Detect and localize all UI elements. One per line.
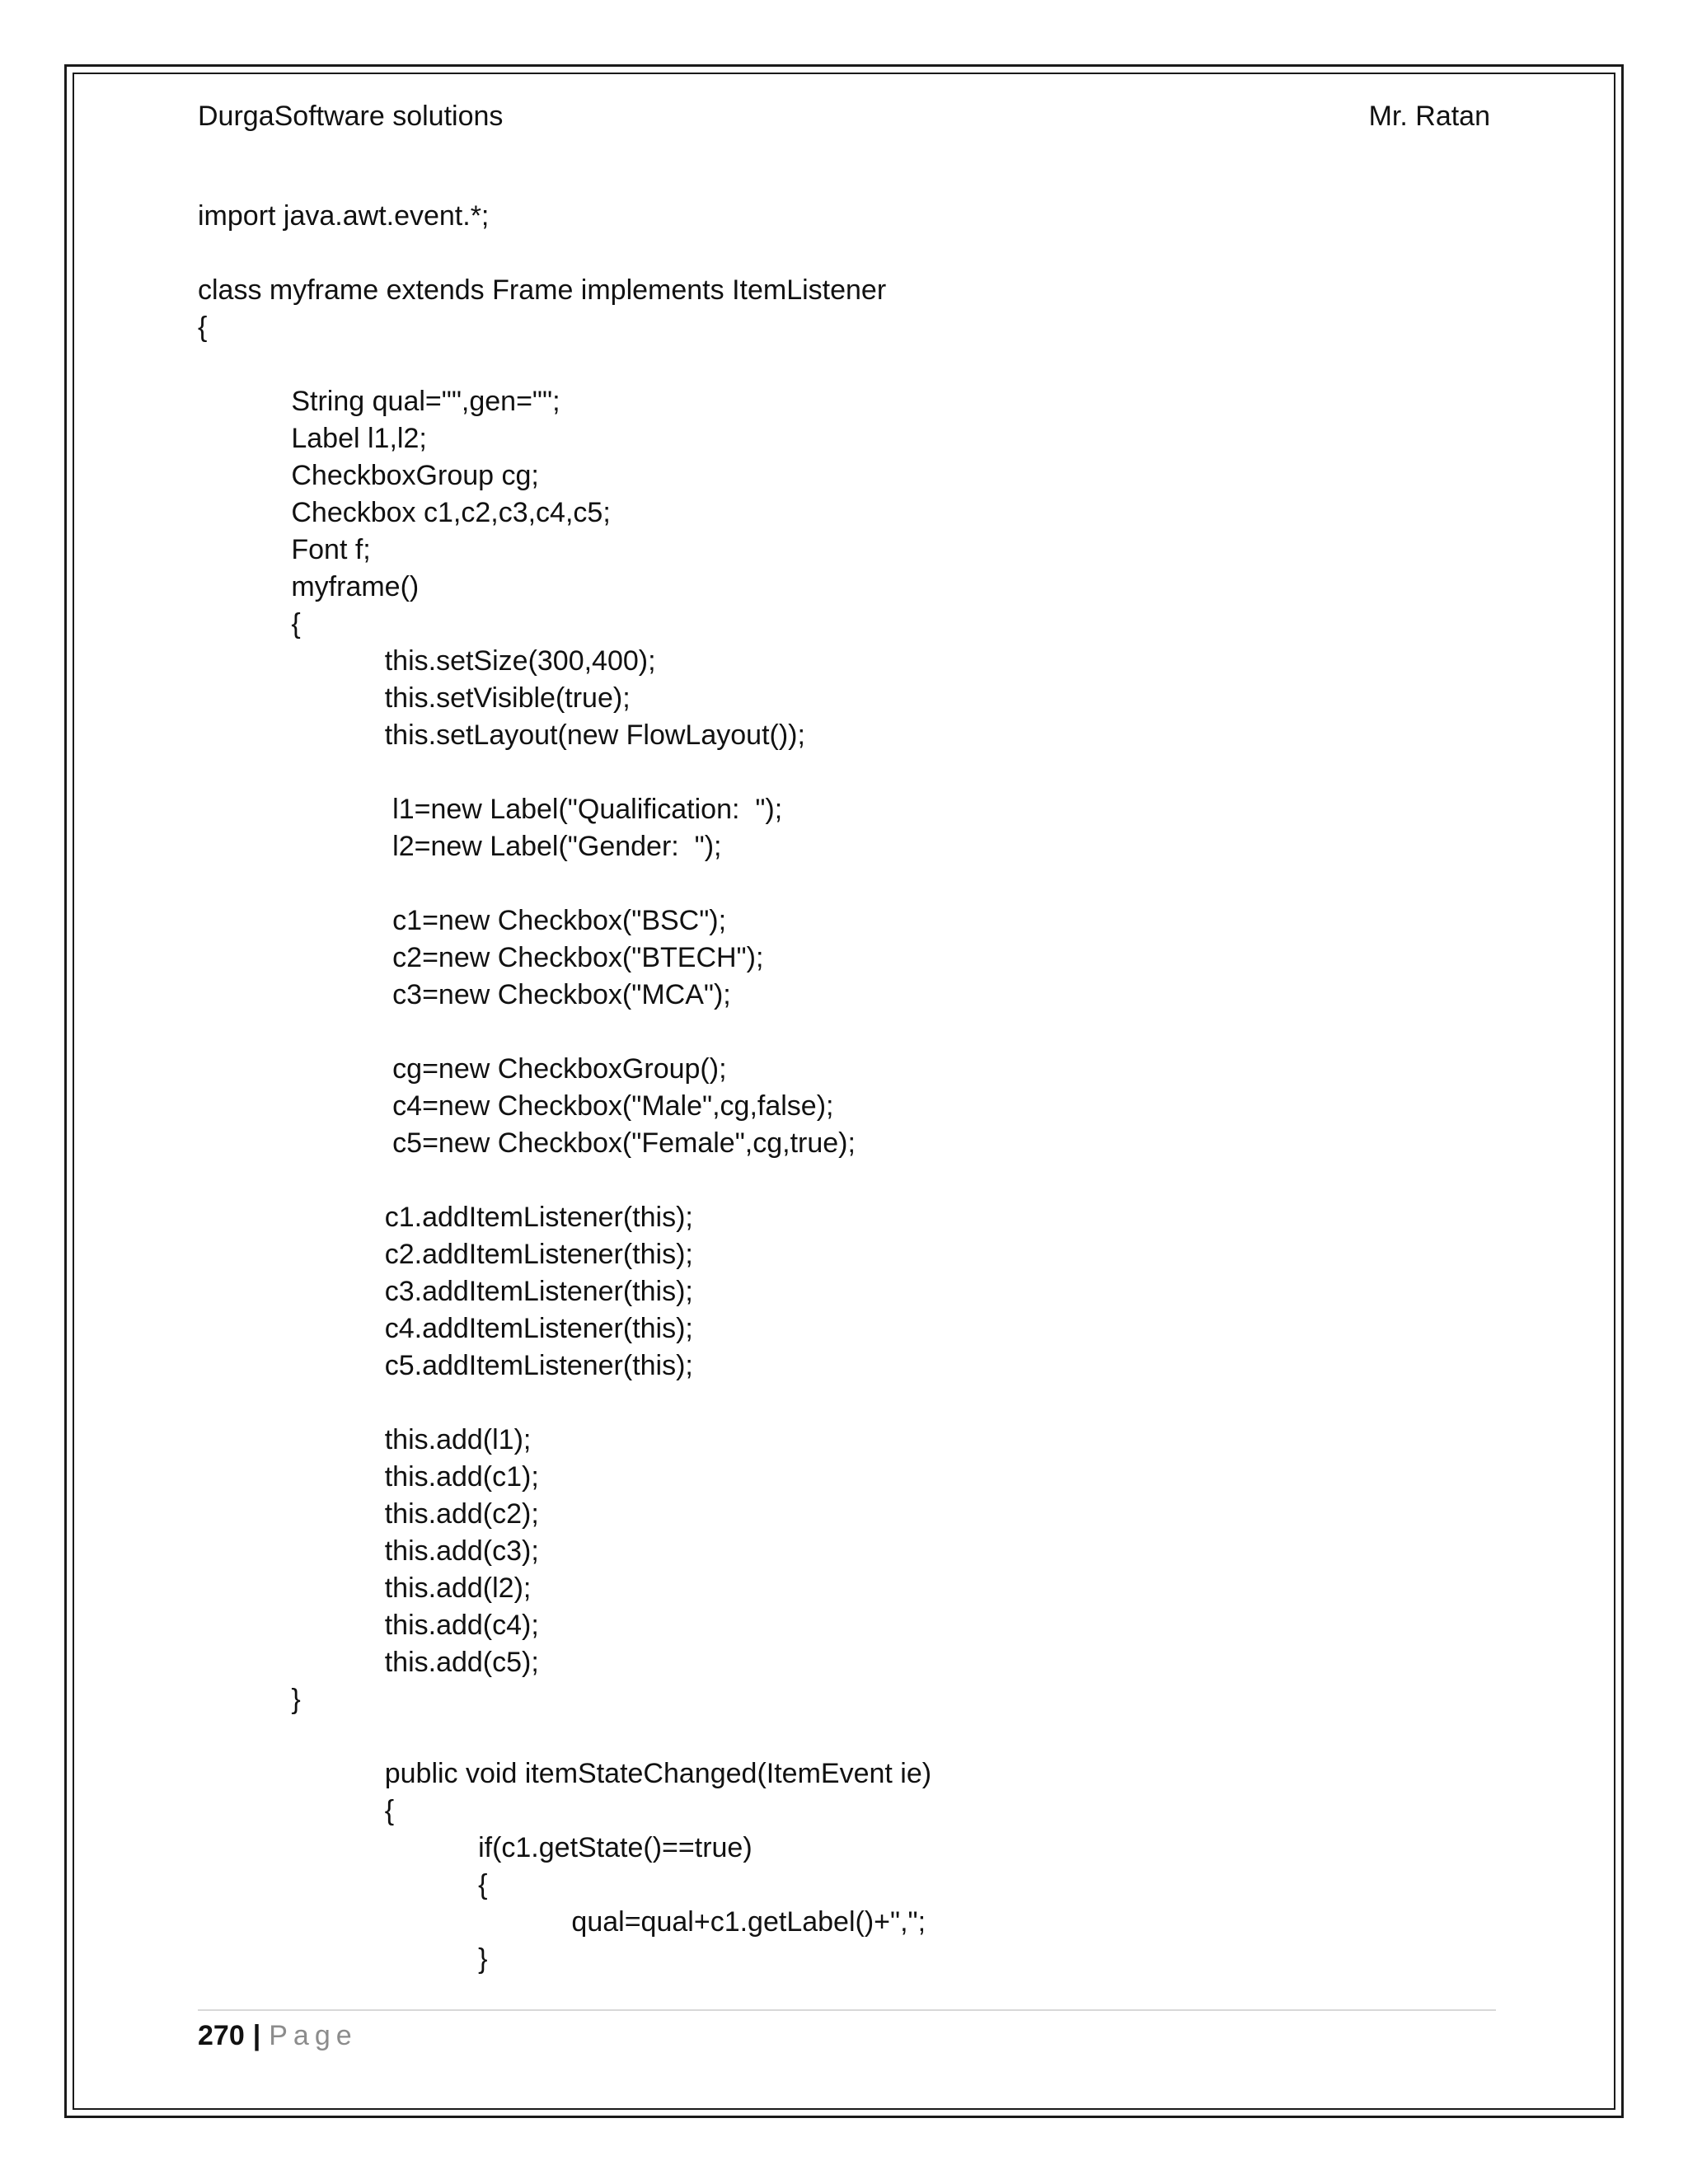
code-line: c5.addItemListener(this); xyxy=(198,1350,693,1381)
code-line: this.setVisible(true); xyxy=(198,682,631,714)
code-line: import java.awt.event.*; xyxy=(198,200,490,232)
code-line: c1.addItemListener(this); xyxy=(198,1202,693,1233)
code-line: c5=new Checkbox("Female",cg,true); xyxy=(198,1127,856,1159)
code-line: } xyxy=(198,1684,301,1715)
code-line xyxy=(198,1162,1484,1199)
code-line xyxy=(198,346,1484,383)
footer-divider xyxy=(198,2009,1496,2011)
code-line: cg=new CheckboxGroup(); xyxy=(198,1053,727,1085)
code-line: Label l1,l2; xyxy=(198,423,427,454)
code-line xyxy=(198,1385,1484,1422)
code-line: c1=new Checkbox("BSC"); xyxy=(198,905,727,936)
code-line: c2=new Checkbox("BTECH"); xyxy=(198,942,764,973)
code-line: Checkbox c1,c2,c3,c4,c5; xyxy=(198,497,611,528)
header-author: Mr. Ratan xyxy=(1368,101,1490,132)
code-line: CheckboxGroup cg; xyxy=(198,460,539,491)
code-line xyxy=(198,235,1484,272)
code-line: this.add(c2); xyxy=(198,1498,539,1530)
code-line: this.add(c4); xyxy=(198,1610,539,1641)
code-line: this.add(l1); xyxy=(198,1424,532,1455)
code-line: { xyxy=(198,1869,488,1900)
code-line: c4=new Checkbox("Male",cg,false); xyxy=(198,1090,834,1122)
code-line xyxy=(198,865,1484,902)
code-line: l1=new Label("Qualification: "); xyxy=(198,794,783,825)
page-number: 270 xyxy=(198,2020,245,2051)
code-line: this.add(l2); xyxy=(198,1572,532,1604)
code-line: public void itemStateChanged(ItemEvent ie) xyxy=(198,1758,932,1789)
code-line: } xyxy=(198,1943,488,1975)
code-line: c3.addItemListener(this); xyxy=(198,1276,693,1307)
code-line: Font f; xyxy=(198,534,371,565)
code-line: this.add(c3); xyxy=(198,1535,539,1567)
code-line: myframe() xyxy=(198,571,420,602)
code-line: if(c1.getState()==true) xyxy=(198,1832,753,1863)
page-label: Page xyxy=(269,2020,358,2051)
header-company: DurgaSoftware solutions xyxy=(198,101,504,132)
code-block xyxy=(198,198,1484,1978)
code-line xyxy=(198,754,1484,791)
code-line xyxy=(198,1014,1484,1051)
code-line: l2=new Label("Gender: "); xyxy=(198,831,722,862)
code-line: { xyxy=(198,1795,395,1826)
code-line: class myframe extends Frame implements ItemListener xyxy=(198,274,887,306)
code-line: c3=new Checkbox("MCA"); xyxy=(198,979,731,1010)
code-line: { xyxy=(198,312,208,343)
code-line: this.add(c1); xyxy=(198,1461,539,1493)
page-footer xyxy=(198,2016,358,2055)
code-line: c4.addItemListener(this); xyxy=(198,1313,693,1344)
code-line xyxy=(198,1718,1484,1755)
code-line: this.setSize(300,400); xyxy=(198,645,656,677)
footer-separator: | xyxy=(252,2020,261,2051)
code-line: c2.addItemListener(this); xyxy=(198,1239,693,1270)
code-line: qual=qual+c1.getLabel()+","; xyxy=(198,1906,926,1938)
code-line: this.add(c5); xyxy=(198,1647,539,1678)
code-line: this.setLayout(new FlowLayout()); xyxy=(198,719,805,751)
code-line: String qual="",gen=""; xyxy=(198,386,560,417)
code-line: { xyxy=(198,608,301,640)
